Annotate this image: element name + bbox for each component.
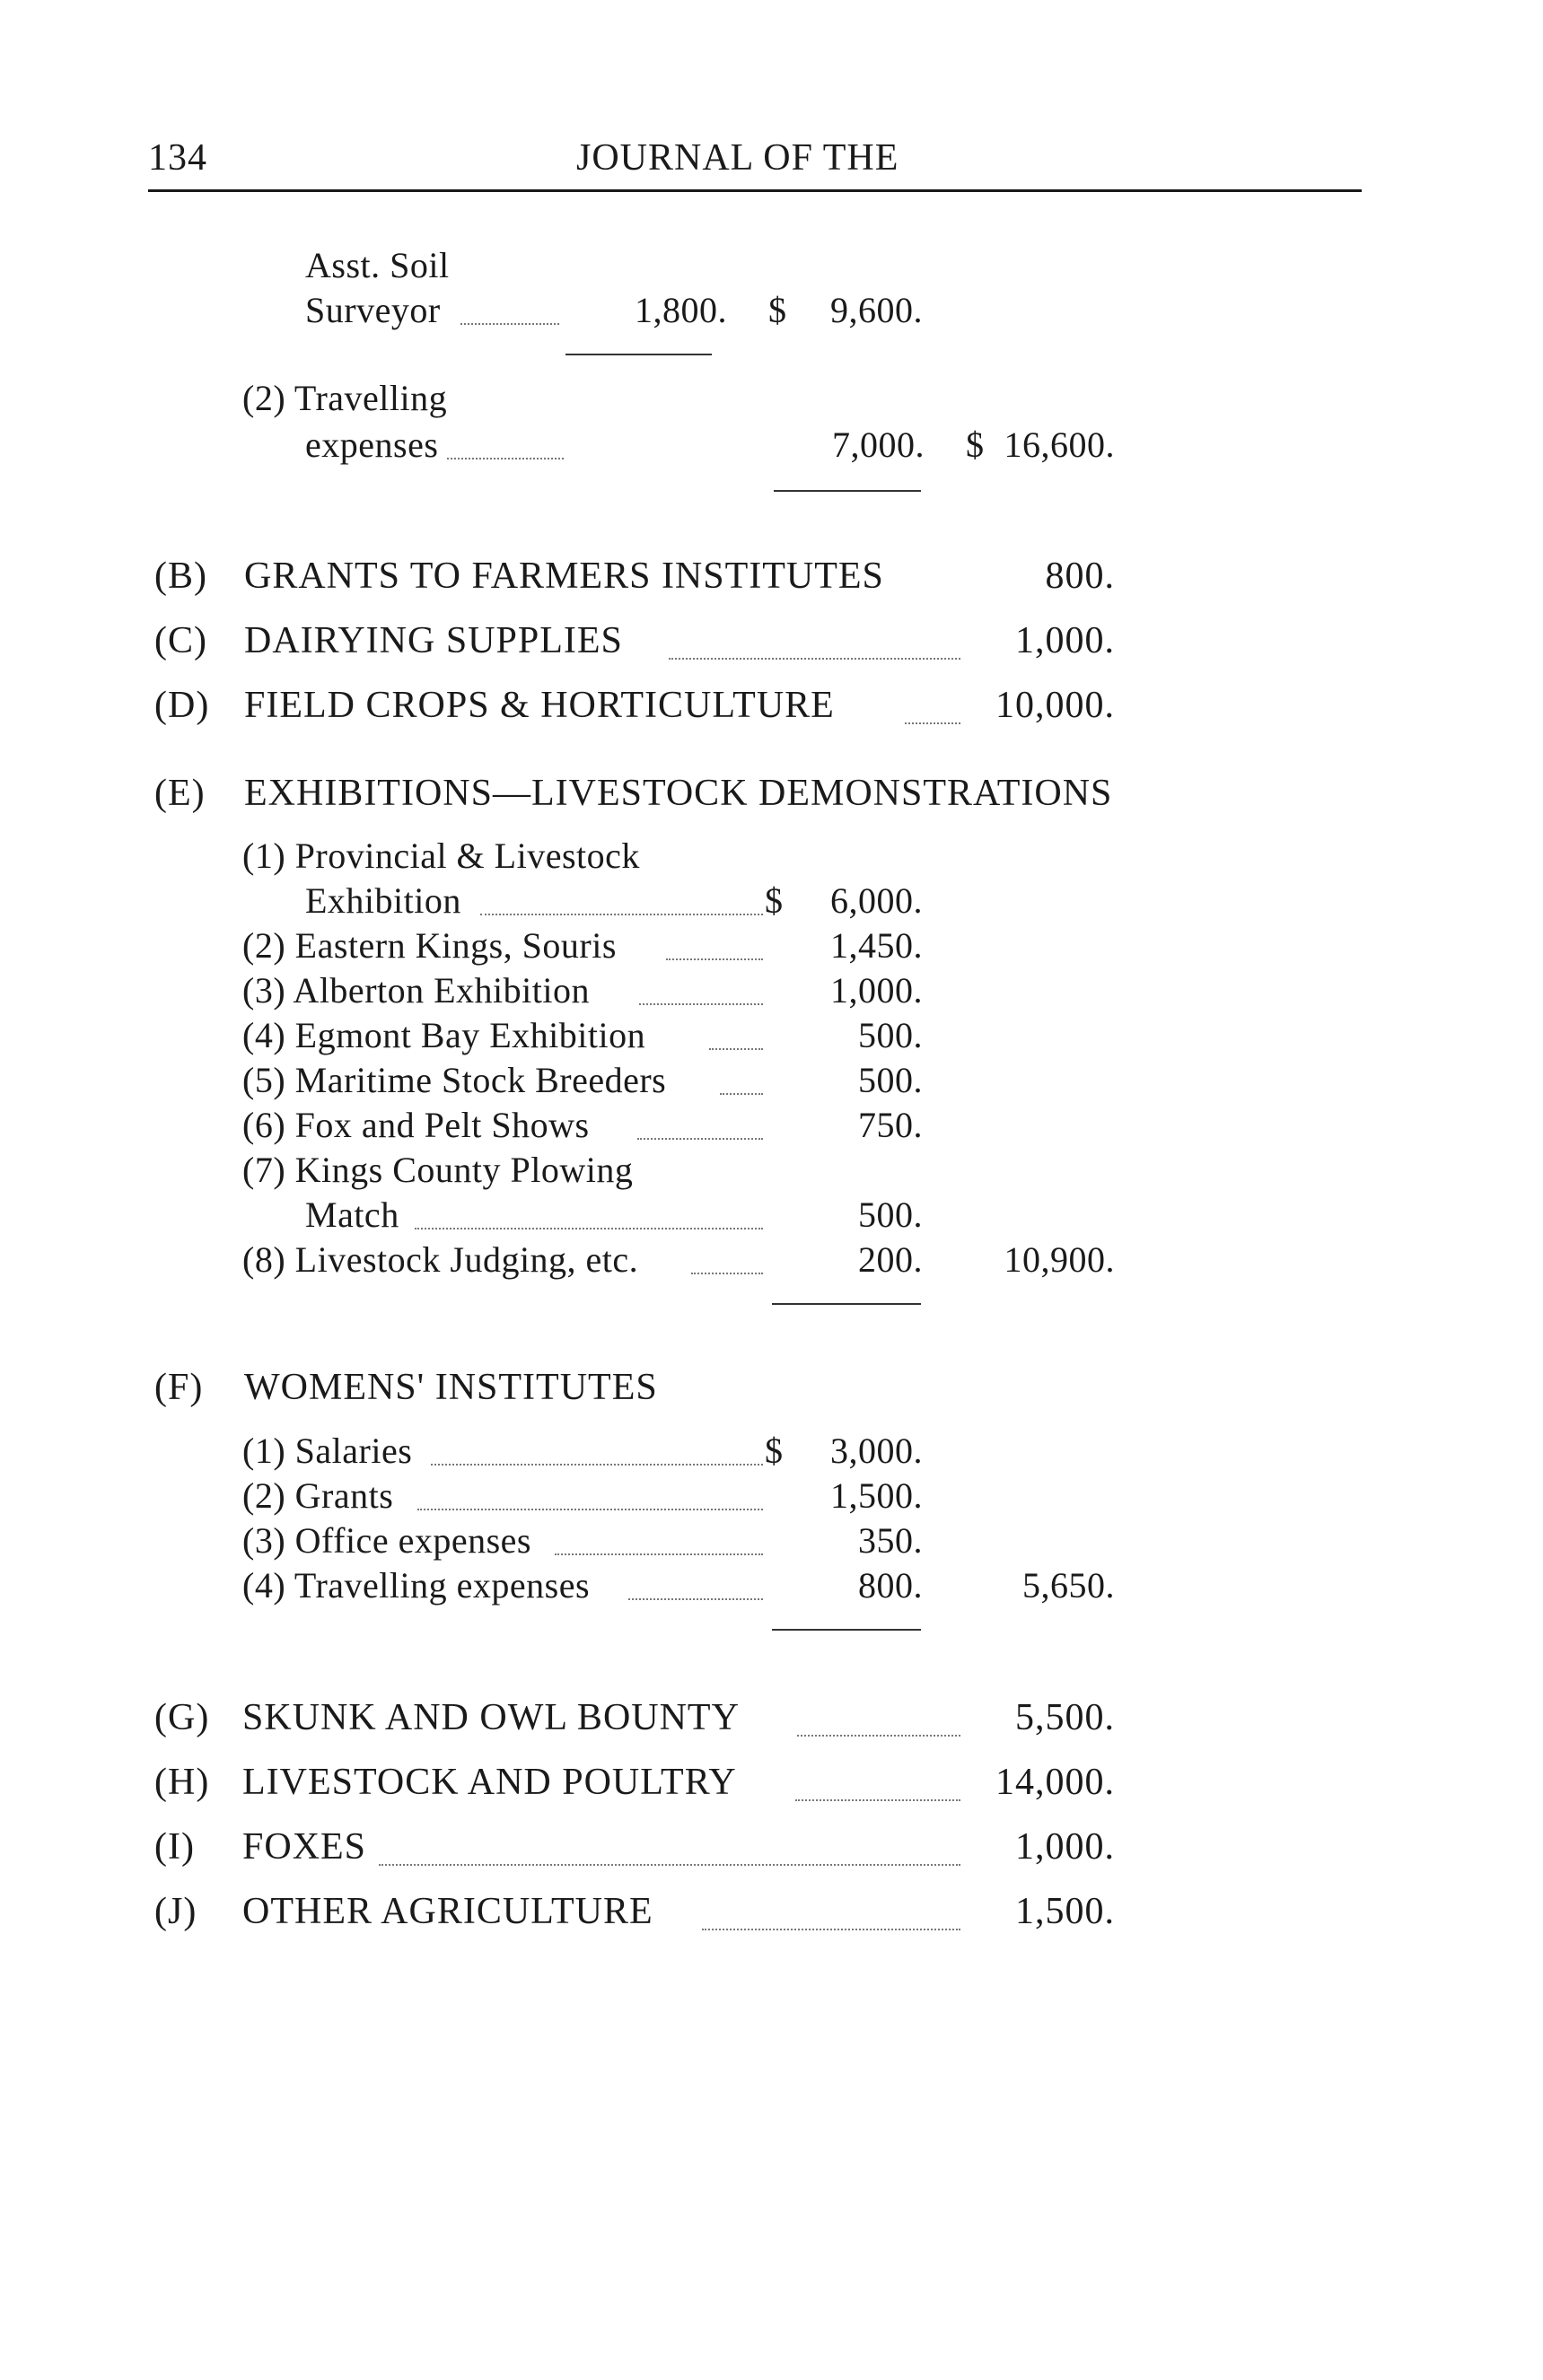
leader-dots bbox=[460, 323, 559, 325]
leader-dots bbox=[669, 658, 960, 660]
travel-total: 16,600. bbox=[1004, 424, 1115, 465]
womens-total: 5,650. bbox=[1022, 1565, 1115, 1606]
exhibition-item-6-amount: 750. bbox=[858, 1105, 923, 1145]
section-letter-d: (D) bbox=[154, 685, 210, 726]
leader-dots bbox=[720, 1093, 763, 1095]
header-rule bbox=[148, 189, 1362, 192]
soil-dollar: $ bbox=[768, 290, 787, 330]
exhibition-item-1-amount: 6,000. bbox=[830, 880, 923, 921]
travel-line2: expenses bbox=[305, 424, 439, 465]
womens-item-4-amount: 800. bbox=[858, 1565, 923, 1606]
section-letter-j: (J) bbox=[154, 1891, 197, 1932]
subtotal-rule bbox=[565, 354, 712, 355]
leader-dots bbox=[702, 1929, 960, 1930]
womens-item-3: (3) Office expenses bbox=[242, 1520, 531, 1561]
section-label-d: FIELD CROPS & HORTICULTURE bbox=[244, 685, 835, 726]
section-letter-h: (H) bbox=[154, 1762, 210, 1803]
leader-dots bbox=[691, 1273, 763, 1274]
section-label-i: FOXES bbox=[242, 1826, 367, 1868]
exhibition-item-8-amount: 200. bbox=[858, 1239, 923, 1280]
section-amount-j: 1,500. bbox=[1015, 1891, 1115, 1932]
subtotal-rule bbox=[772, 1629, 921, 1631]
leader-dots bbox=[628, 1598, 763, 1600]
exhibitions-total: 10,900. bbox=[1004, 1239, 1115, 1280]
section-label-b: GRANTS TO FARMERS INSTITUTES bbox=[244, 556, 884, 597]
leader-dots bbox=[379, 1864, 960, 1866]
womens-item-1: (1) Salaries bbox=[242, 1431, 413, 1471]
exhibition-item-4-amount: 500. bbox=[858, 1015, 923, 1055]
section-amount-b: 800. bbox=[1045, 556, 1115, 597]
leader-dots bbox=[797, 1735, 960, 1737]
total-rule bbox=[774, 490, 921, 492]
section-letter-i: (I) bbox=[154, 1826, 195, 1868]
leader-dots bbox=[666, 958, 763, 960]
leader-dots bbox=[431, 1464, 763, 1466]
page-number: 134 bbox=[148, 137, 207, 179]
leader-dots bbox=[415, 1228, 763, 1229]
exhibition-item-1-dollar: $ bbox=[765, 880, 784, 921]
leader-dots bbox=[905, 722, 960, 724]
exhibition-item-3: (3) Alberton Exhibition bbox=[242, 970, 591, 1011]
section-label-j: OTHER AGRICULTURE bbox=[242, 1891, 653, 1932]
exhibition-item-7-l2: Match bbox=[305, 1194, 399, 1235]
womens-item-2-amount: 1,500. bbox=[830, 1475, 923, 1516]
section-letter-f: (F) bbox=[154, 1367, 204, 1408]
travel-line1: (2) Travelling bbox=[242, 378, 448, 418]
soil-line1: Asst. Soil bbox=[305, 245, 450, 285]
leader-dots bbox=[709, 1048, 763, 1050]
leader-dots bbox=[639, 1003, 763, 1005]
section-label-h: LIVESTOCK AND POULTRY bbox=[242, 1762, 737, 1803]
soil-subtotal: 9,600. bbox=[830, 290, 923, 330]
leader-dots bbox=[417, 1509, 763, 1510]
exhibition-item-7-amount: 500. bbox=[858, 1194, 923, 1235]
section-amount-g: 5,500. bbox=[1015, 1697, 1115, 1738]
section-amount-c: 1,000. bbox=[1015, 620, 1115, 661]
leader-dots bbox=[555, 1553, 763, 1555]
soil-line2: Surveyor bbox=[305, 290, 441, 330]
section-label-e: EXHIBITIONS—LIVESTOCK DEMONSTRATIONS bbox=[244, 773, 1113, 814]
subtotal-rule bbox=[772, 1303, 921, 1305]
travel-amount: 7,000. bbox=[832, 424, 925, 465]
soil-amount: 1,800. bbox=[635, 290, 727, 330]
leader-dots bbox=[480, 914, 763, 915]
exhibition-item-5: (5) Maritime Stock Breeders bbox=[242, 1060, 667, 1100]
running-title: JOURNAL OF THE bbox=[576, 137, 899, 179]
section-label-g: SKUNK AND OWL BOUNTY bbox=[242, 1697, 740, 1738]
section-letter-g: (G) bbox=[154, 1697, 210, 1738]
section-letter-e: (E) bbox=[154, 773, 206, 814]
leader-dots bbox=[795, 1799, 960, 1801]
exhibition-item-7-l1: (7) Kings County Plowing bbox=[242, 1150, 634, 1190]
leader-dots bbox=[637, 1138, 763, 1140]
womens-item-1-dollar: $ bbox=[765, 1431, 784, 1471]
exhibition-item-8: (8) Livestock Judging, etc. bbox=[242, 1239, 639, 1280]
exhibition-item-2-amount: 1,450. bbox=[830, 925, 923, 966]
exhibition-item-2: (2) Eastern Kings, Souris bbox=[242, 925, 617, 966]
section-label-f: WOMENS' INSTITUTES bbox=[244, 1367, 658, 1408]
section-label-c: DAIRYING SUPPLIES bbox=[244, 620, 623, 661]
leader-dots bbox=[447, 458, 564, 459]
section-amount-i: 1,000. bbox=[1015, 1826, 1115, 1868]
womens-item-2: (2) Grants bbox=[242, 1475, 394, 1516]
exhibition-item-1-l2: Exhibition bbox=[305, 880, 461, 921]
womens-item-4: (4) Travelling expenses bbox=[242, 1565, 591, 1606]
womens-item-1-amount: 3,000. bbox=[830, 1431, 923, 1471]
section-letter-b: (B) bbox=[154, 556, 207, 597]
section-amount-h: 14,000. bbox=[995, 1762, 1115, 1803]
exhibition-item-5-amount: 500. bbox=[858, 1060, 923, 1100]
exhibition-item-6: (6) Fox and Pelt Shows bbox=[242, 1105, 590, 1145]
section-letter-c: (C) bbox=[154, 620, 207, 661]
exhibition-item-1-l1: (1) Provincial & Livestock bbox=[242, 836, 640, 876]
travel-dollar: $ bbox=[966, 424, 985, 465]
section-amount-d: 10,000. bbox=[995, 685, 1115, 726]
exhibition-item-3-amount: 1,000. bbox=[830, 970, 923, 1011]
womens-item-3-amount: 350. bbox=[858, 1520, 923, 1561]
exhibition-item-4: (4) Egmont Bay Exhibition bbox=[242, 1015, 646, 1055]
